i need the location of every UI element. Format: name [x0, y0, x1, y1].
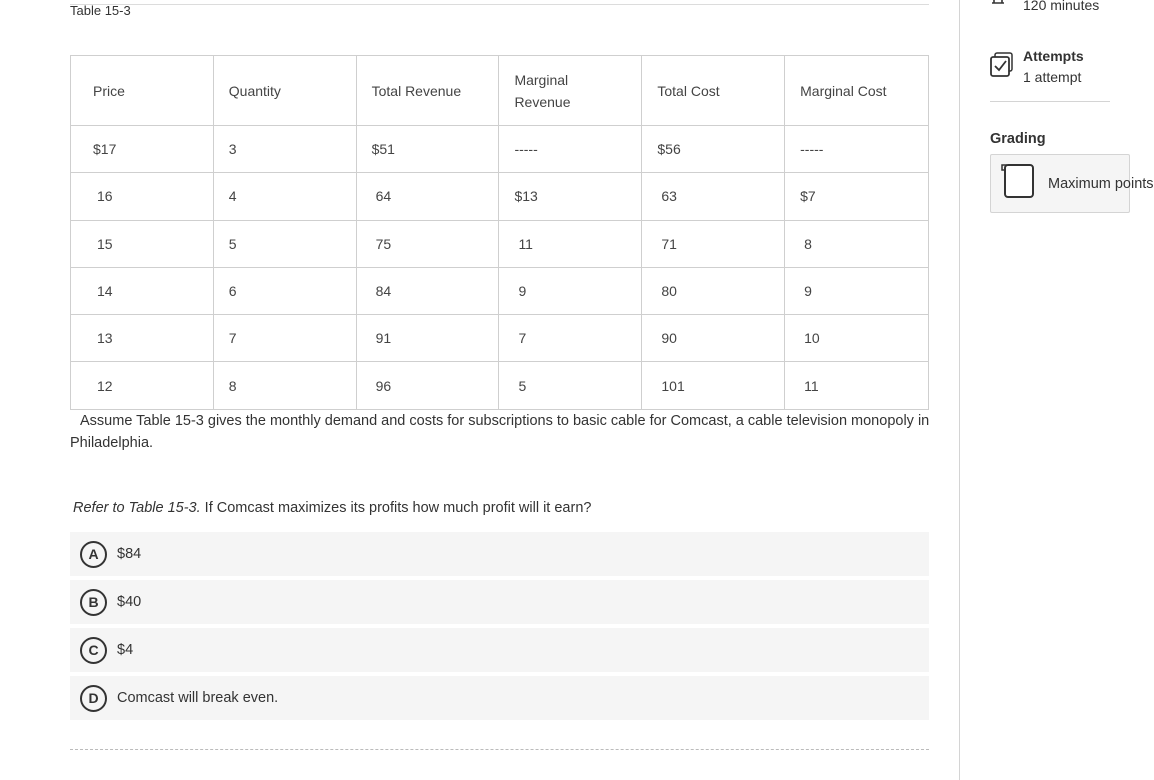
cell-marginal-revenue: 11: [499, 220, 642, 267]
cell-marginal-revenue: $13: [499, 173, 642, 220]
cell-total-revenue: $51: [356, 126, 499, 173]
answer-letter-badge: B: [80, 589, 107, 616]
cell-marginal-revenue: 9: [499, 267, 642, 314]
cell-price: 16: [71, 173, 214, 220]
cell-price: 12: [71, 362, 214, 409]
answer-option-c[interactable]: [70, 628, 929, 672]
answer-text: $84: [117, 546, 142, 562]
details-sidebar: [960, 0, 1154, 780]
cell-marginal-revenue: 7: [499, 315, 642, 362]
header-quantity: Quantity: [213, 56, 356, 126]
cell-price: 13: [71, 315, 214, 362]
cell-marginal-revenue: 5: [499, 362, 642, 409]
answer-option-b[interactable]: [70, 580, 929, 624]
table-row: [71, 173, 929, 220]
table-row: [71, 126, 929, 173]
cell-price: $17: [71, 126, 214, 173]
table-description: [70, 410, 930, 454]
grading-heading: Grading: [990, 131, 1046, 147]
document-icon: [999, 161, 1039, 201]
max-points-text: Maximum points: [1048, 176, 1154, 192]
cell-quantity: 6: [213, 267, 356, 314]
header-total-cost: Total Cost: [642, 56, 785, 126]
cell-marginal-cost: -----: [785, 126, 929, 173]
demand-cost-table: [70, 55, 929, 410]
cell-total-cost: $56: [642, 126, 785, 173]
answer-letter-badge: A: [80, 541, 107, 568]
cell-total-revenue: 96: [356, 362, 499, 409]
answer-list: [70, 532, 929, 724]
question-reference: Refer to Table 15-3.: [73, 500, 201, 516]
cell-total-revenue: 84: [356, 267, 499, 314]
cell-total-revenue: 64: [356, 173, 499, 220]
attempts-icon: [990, 52, 1014, 78]
cell-total-cost: 80: [642, 267, 785, 314]
answer-text: Comcast will break even.: [117, 690, 279, 706]
cell-marginal-revenue: -----: [499, 126, 642, 173]
cell-marginal-cost: 10: [785, 315, 929, 362]
cell-total-cost: 101: [642, 362, 785, 409]
cell-total-cost: 71: [642, 220, 785, 267]
cell-marginal-cost: $7: [785, 173, 929, 220]
cell-quantity: 4: [213, 173, 356, 220]
answer-text: $4: [117, 642, 134, 658]
cell-marginal-cost: 11: [785, 362, 929, 409]
description-text: Assume Table 15-3 gives the monthly demand and costs for subscriptions to basic cable for Comcast, a cable television monopoly in Philadelphia.: [70, 413, 930, 451]
cell-price: 15: [71, 220, 214, 267]
header-marginal-revenue: Marginal Revenue: [499, 56, 642, 126]
table-row: [71, 362, 929, 409]
cell-total-revenue: 75: [356, 220, 499, 267]
cell-total-revenue: 91: [356, 315, 499, 362]
answer-letter-badge: D: [80, 685, 107, 712]
cell-total-cost: 63: [642, 173, 785, 220]
attempts-value: 1 attempt: [1023, 69, 1082, 85]
question-prompt: [73, 500, 591, 516]
answer-letter-badge: C: [80, 637, 107, 664]
bottom-divider: [70, 749, 929, 750]
sidebar-rule: [990, 101, 1110, 102]
answer-option-d[interactable]: [70, 676, 929, 720]
attempts-label: Attempts: [1023, 48, 1084, 64]
table-row: [71, 315, 929, 362]
answer-text: $40: [117, 594, 142, 610]
table-row: [71, 220, 929, 267]
cell-marginal-cost: 8: [785, 220, 929, 267]
table-header-row: [71, 56, 929, 126]
cell-marginal-cost: 9: [785, 267, 929, 314]
time-limit-text: 120 minutes: [1023, 0, 1100, 13]
header-price: Price: [71, 56, 214, 126]
max-points-card: [990, 154, 1154, 213]
cell-quantity: 7: [213, 315, 356, 362]
cell-quantity: 8: [213, 362, 356, 409]
cell-total-cost: 90: [642, 315, 785, 362]
table-caption: Table 15-3: [70, 3, 131, 18]
top-divider: [70, 4, 929, 5]
header-total-revenue: Total Revenue: [356, 56, 499, 126]
table-row: [71, 267, 929, 314]
answer-option-a[interactable]: [70, 532, 929, 576]
cell-quantity: 3: [213, 126, 356, 173]
table-caption-clip: [70, 3, 131, 24]
header-marginal-cost: Marginal Cost: [785, 56, 929, 126]
cell-price: 14: [71, 267, 214, 314]
question-text: If Comcast maximizes its profits how much profit will it earn?: [200, 500, 592, 516]
cell-quantity: 5: [213, 220, 356, 267]
timer-icon: [990, 0, 1006, 4]
